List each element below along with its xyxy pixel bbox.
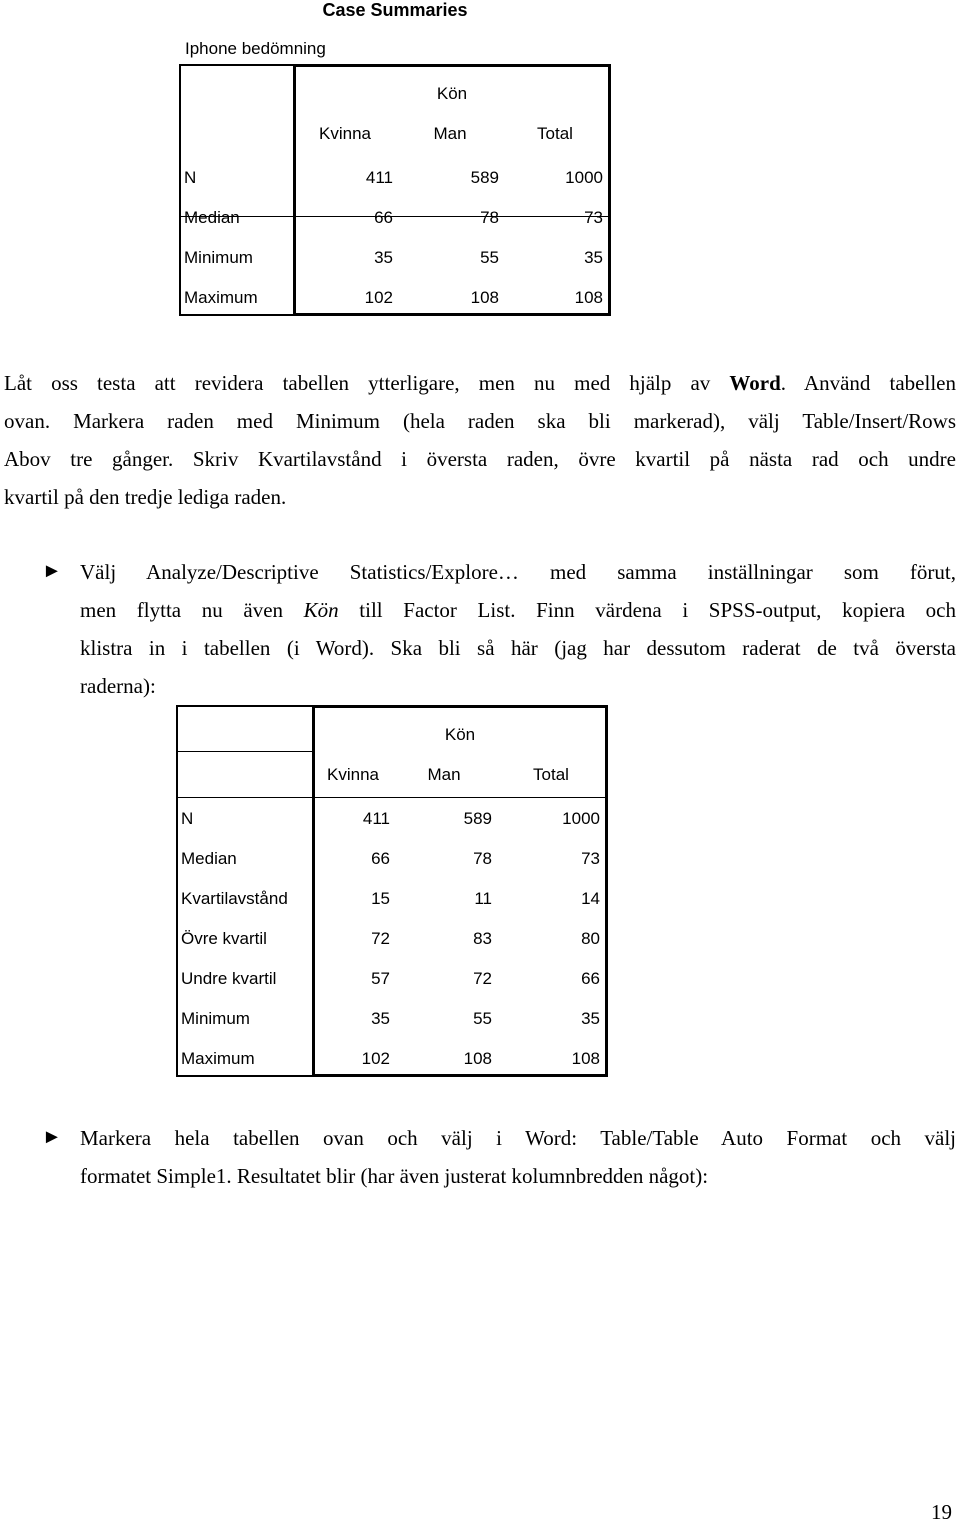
table1-group-header: Kön [436,84,468,103]
table-cell: 57 [371,969,390,988]
text-run: till Factor List. Finn värdena i SPSS-output, kopiera och [338,598,956,622]
column-header: Man [427,765,461,784]
table-cell: 35 [584,248,603,267]
text-line [80,667,956,705]
table-cell: 411 [362,809,390,828]
table-cell: 66 [371,849,390,868]
table2-group-header: Kön [444,725,476,744]
column-header: Total [537,124,573,143]
text-run: raderna): [80,674,156,698]
table-cell: 78 [480,208,499,227]
table-cell: 66 [581,969,600,988]
revised-summary-table [176,705,608,1077]
row-label: Minimum [184,248,253,267]
paragraph-3 [80,1119,956,1195]
column-header: Total [533,765,569,784]
table-cell: 80 [581,929,600,948]
case-summaries-table [179,64,611,316]
table-cell: 108 [463,1049,492,1068]
column-header: Kvinna [319,124,371,143]
italic-text: Kön [303,598,339,622]
column-header: Kvinna [327,765,379,784]
table-cell: 102 [361,1049,390,1068]
table-cell: 108 [470,288,499,307]
text-line [80,1157,956,1195]
row-label: Övre kvartil [181,929,267,948]
text-run: Välj Analyze/Descriptive Statistics/Explore… med samma inställningar som förut, [80,560,956,584]
table-cell: 108 [571,1049,600,1068]
text-run: . Använd tabellen [780,371,956,395]
text-run: klistra in i tabellen (i Word). Ska bli så här (jag har dessutom raderat de två översta [80,636,956,660]
text-run: Markera hela tabellen ovan och välj i Word: Table/Table Auto Format och välj [80,1126,956,1150]
table-cell: 66 [374,208,393,227]
table-cell: 35 [581,1009,600,1028]
table-cell: 108 [574,288,603,307]
table-cell: 102 [364,288,393,307]
table-cell: 72 [473,969,492,988]
table2-header-divider-upper [176,751,312,752]
text-line [4,478,956,516]
table-cell: 83 [473,929,492,948]
text-run: Abov tre gånger. Skriv Kvartilavstånd i översta raden, övre kvartil på nästa rad och undre [4,447,956,471]
row-label: Undre kvartil [181,969,277,988]
bold-text: Word [729,371,781,395]
text-run: formatet Simple1. Resultatet blir (har även justerat kolumnbredden något): [80,1164,709,1188]
text-line [80,629,956,667]
table-cell: 589 [463,809,492,828]
text-line [80,591,956,629]
text-run: kvartil på den tredje lediga raden. [4,485,287,509]
table-cell: 1000 [565,168,603,187]
table-cell: 11 [474,889,492,908]
table-cell: 1000 [562,809,600,828]
paragraph-2 [80,553,956,705]
text-line [4,440,956,478]
table-cell: 35 [371,1009,390,1028]
page-number: 19 [931,1500,952,1524]
table-cell: 73 [581,849,600,868]
text-line [4,364,956,402]
row-label: N [184,168,197,187]
text-line [80,553,956,591]
table-cell: 78 [473,849,492,868]
paragraph-1 [4,364,956,516]
table-cell: 55 [480,248,499,267]
table1-caption: Iphone bedömning [185,39,326,58]
table-cell: 72 [371,929,390,948]
table-cell: 411 [365,168,393,187]
column-header: Man [433,124,467,143]
row-label: N [181,809,194,828]
text-line [80,1119,956,1157]
text-run: ovan. Markera raden med Minimum (hela raden ska bli markerad), välj Table/Insert/Rows [4,409,956,433]
row-label: Maximum [184,288,258,307]
row-label: Maximum [181,1049,255,1068]
row-label: Kvartilavstånd [181,889,288,908]
row-label: Median [184,208,240,227]
bullet-arrow-icon: ► [42,1126,62,1148]
table-cell: 73 [584,208,603,227]
text-line [4,402,956,440]
bullet-arrow-icon: ► [42,560,62,582]
table-cell: 14 [581,889,600,908]
text-run: Låt oss testa att revidera tabellen ytterligare, men nu med hjälp av [4,371,730,395]
table2-header-divider [176,797,608,798]
table-cell: 589 [470,168,499,187]
table-cell: 15 [371,889,390,908]
row-label: Minimum [181,1009,250,1028]
table-cell: 35 [374,248,393,267]
row-label: Median [181,849,237,868]
table1-title: Case Summaries [322,0,468,20]
table1-row-header-frame [179,64,293,316]
table-cell: 55 [473,1009,492,1028]
text-run: men flytta nu även [80,598,304,622]
